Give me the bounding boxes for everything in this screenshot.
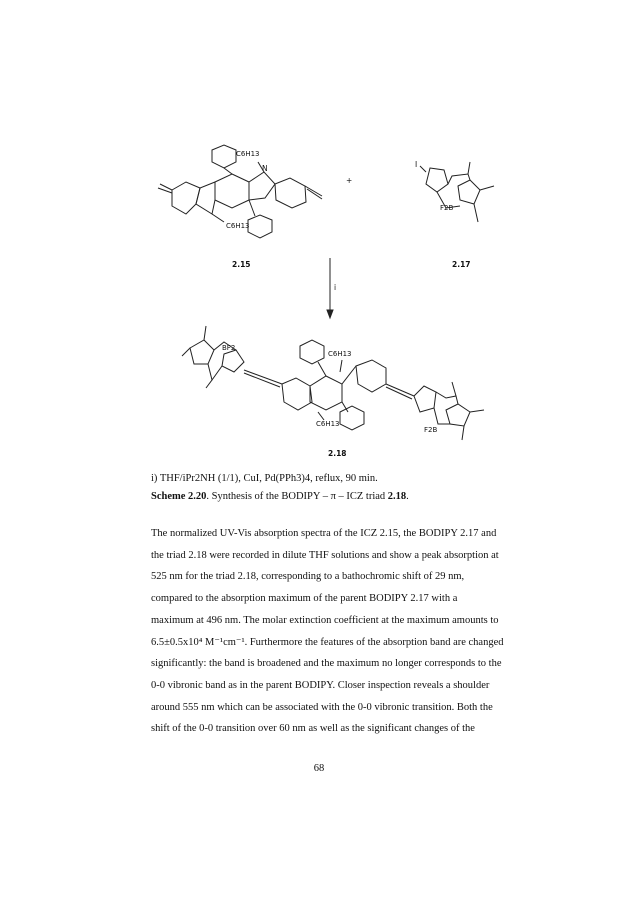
compound-label-bodipy: 2.17 xyxy=(452,260,471,269)
nitrogen-label: N xyxy=(262,164,268,173)
hexyl-label-triad-top: C6H13 xyxy=(328,350,352,358)
body-line: The normalized UV-Vis absorption spectra of the ICZ 2.15, the BODIPY 2.17 and xyxy=(151,528,497,539)
hexyl-label-triad-bottom: C6H13 xyxy=(316,420,340,428)
iodine-label: I xyxy=(415,160,418,169)
body-line: 525 nm for the triad 2.18, corresponding to a bathochromic shift of 29 nm, xyxy=(151,571,465,583)
plus-sign: + xyxy=(346,176,353,185)
scheme-conditions: i) THF/iPr2NH (1/1), CuI, Pd(PPh3)4, reflux, 90 min. xyxy=(151,473,378,484)
body-line: the triad 2.18 were recorded in dilute THF solutions and show a peak absorption at xyxy=(151,549,499,561)
scheme-caption-text: . Synthesis of the BODIPY – π – ICZ triad xyxy=(206,491,388,502)
compound-label-icz: 2.15 xyxy=(232,260,251,269)
scheme-caption xyxy=(151,490,409,504)
bodipy-structure xyxy=(420,162,494,222)
hexyl-label-bottom: C6H13 xyxy=(226,222,250,230)
hexyl-label-top: C6H13 xyxy=(236,150,260,158)
compound-label-triad: 2.18 xyxy=(328,449,347,458)
page-number: 68 xyxy=(313,763,325,774)
bf2-label-triad-right: F2B xyxy=(424,426,438,434)
bf2-label-triad: BF2 xyxy=(222,344,236,352)
body-paragraph xyxy=(151,523,523,740)
body-line: 0-0 vibronic band as in the parent BODIPY. Closer inspection reveals a shoulder xyxy=(151,679,490,691)
body-line: compared to the absorption maximum of the parent BODIPY 2.17 with a xyxy=(151,593,458,605)
reagent-step-label: i xyxy=(334,283,337,292)
body-line: around 555 nm which can be associated with the 0-0 vibronic transition. Both the xyxy=(151,701,493,713)
scheme-caption-compound: 2.18 xyxy=(387,491,407,502)
scheme-caption-label: Scheme 2.20 xyxy=(151,491,207,502)
body-line: significantly: the band is broadened and the maximum no longer corresponds to the xyxy=(151,658,502,670)
body-line: 6.5±0.5x10⁴ M⁻¹cm⁻¹. Furthermore the features of the absorption band are changed xyxy=(151,636,504,648)
body-line: maximum at 496 nm. The molar extinction coefficient at the maximum amounts to xyxy=(151,614,499,626)
body-line: shift of the 0-0 transition over 60 nm as well as the significant changes of the xyxy=(151,723,475,735)
bf2-label-reactant: F2B xyxy=(440,204,454,212)
scheme-caption-end: . xyxy=(406,491,409,502)
